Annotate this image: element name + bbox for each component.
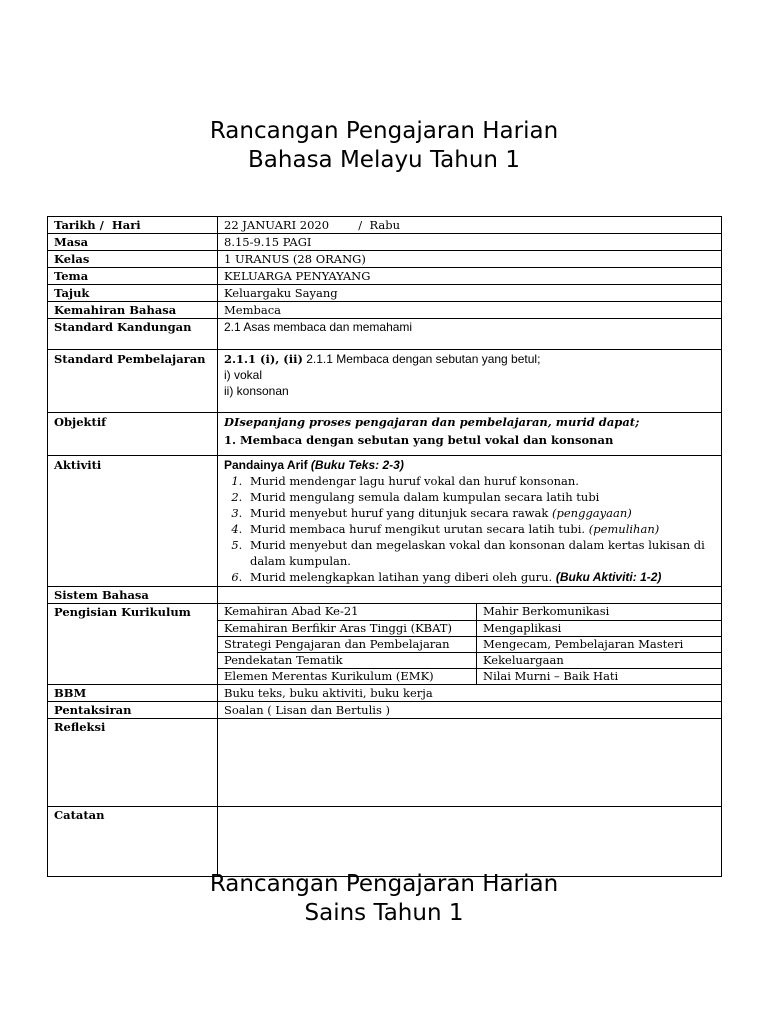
pengisian-table (218, 604, 721, 684)
label-objektif: Objektif (48, 413, 218, 456)
sp-line-vokal: i) vokal (224, 368, 263, 382)
aktiviti-text: Murid menyebut dan megelaskan vokal dan konsonan dalam kertas lukisan di dalam kumpulan. (250, 538, 705, 568)
objektif-intro: DIsepanjang proses pengajaran dan pembelajaran, murid dapat; (224, 415, 640, 429)
row-tarikh (48, 217, 722, 234)
value-kemahiran: Membaca (218, 302, 722, 319)
row-tajuk (48, 285, 722, 302)
title-line-2: Bahasa Melayu Tahun 1 (248, 147, 520, 173)
label-refleksi: Refleksi (48, 719, 218, 807)
label-kelas: Kelas (48, 251, 218, 268)
pengisian-value: Mengaplikasi (477, 620, 722, 636)
label-catatan: Catatan (48, 807, 218, 877)
value-tajuk: Keluargaku Sayang (218, 285, 722, 302)
value-tarikh: 22 JANUARI 2020 / Rabu (218, 217, 722, 234)
label-standard-pembelajaran: Standard Pembelajaran (48, 350, 218, 413)
pengisian-value: Mengecam, Pembelajaran Masteri (477, 636, 722, 652)
pengisian-value: Nilai Murni – Baik Hati (477, 668, 722, 684)
row-sistem-bahasa (48, 587, 722, 604)
row-pengisian-kurikulum (48, 604, 722, 685)
title-line-1: Rancangan Pengajaran Harian (209, 118, 559, 144)
row-bbm (48, 685, 722, 702)
aktiviti-item (246, 569, 715, 585)
pengisian-row (218, 652, 721, 668)
row-standard-kandungan (48, 319, 722, 350)
title2-line-2: Sains Tahun 1 (304, 900, 464, 926)
pengisian-row (218, 636, 721, 652)
aktiviti-item (246, 473, 715, 489)
aktiviti-text: Murid membaca huruf mengikut urutan secara latih tubi. (250, 522, 589, 536)
pengisian-key: Elemen Merentas Kurikulum (EMK) (218, 668, 477, 684)
sp-code: 2.1.1 (i), (ii) (224, 352, 303, 366)
pengisian-key: Strategi Pengajaran dan Pembelajaran (218, 636, 477, 652)
aktiviti-item (246, 505, 715, 521)
row-standard-pembelajaran (48, 350, 722, 413)
aktiviti-list (224, 473, 715, 585)
sp-line-konsonan: ii) konsonan (224, 384, 289, 398)
label-pentaksiran: Pentaksiran (48, 702, 218, 719)
row-kelas (48, 251, 722, 268)
page-title-2 (0, 870, 768, 928)
row-objektif (48, 413, 722, 456)
pengisian-value: Mahir Berkomunikasi (477, 604, 722, 620)
aktiviti-note: (Buku Aktiviti: 1-2) (555, 570, 662, 584)
value-kelas: 1 URANUS (28 ORANG) (218, 251, 722, 268)
aktiviti-note: (penggayaan) (552, 506, 632, 520)
aktiviti-text: Murid melengkapkan latihan yang diberi oleh guru. (250, 570, 556, 584)
aktiviti-heading: Pandainya Arif (224, 458, 311, 472)
aktiviti-text: Murid mendengar lagu huruf vokal dan huruf konsonan. (250, 474, 579, 488)
aktiviti-item (246, 537, 715, 569)
aktiviti-item (246, 489, 715, 505)
value-sistem-bahasa (218, 587, 722, 604)
page-title (0, 117, 768, 175)
lesson-plan-table (47, 216, 722, 877)
value-aktiviti (218, 456, 722, 587)
row-aktiviti (48, 456, 722, 587)
label-tema: Tema (48, 268, 218, 285)
pengisian-key: Kemahiran Abad Ke-21 (218, 604, 477, 620)
value-bbm: Buku teks, buku aktiviti, buku kerja (218, 685, 722, 702)
row-pentaksiran (48, 702, 722, 719)
title2-line-1: Rancangan Pengajaran Harian (209, 871, 559, 897)
row-catatan (48, 807, 722, 877)
value-catatan (218, 807, 722, 877)
aktiviti-text: Murid mengulang semula dalam kumpulan secara latih tubi (250, 490, 600, 504)
value-refleksi (218, 719, 722, 807)
pengisian-row (218, 604, 721, 620)
row-tema (48, 268, 722, 285)
label-kemahiran: Kemahiran Bahasa (48, 302, 218, 319)
label-masa: Masa (48, 234, 218, 251)
sp-text: 2.1.1 Membaca dengan sebutan yang betul; (302, 352, 541, 366)
aktiviti-item (246, 521, 715, 537)
pengisian-row (218, 620, 721, 636)
row-masa (48, 234, 722, 251)
pengisian-row (218, 668, 721, 684)
pengisian-key: Kemahiran Berfikir Aras Tinggi (KBAT) (218, 620, 477, 636)
objektif-item: 1. Membaca dengan sebutan yang betul vokal dan konsonan (224, 433, 614, 447)
pengisian-key: Pendekatan Tematik (218, 652, 477, 668)
aktiviti-text: Murid menyebut huruf yang ditunjuk secara rawak (250, 506, 553, 520)
pengisian-value: Kekeluargaan (477, 652, 722, 668)
row-kemahiran (48, 302, 722, 319)
label-bbm: BBM (48, 685, 218, 702)
value-masa: 8.15-9.15 PAGI (218, 234, 722, 251)
label-standard-kandungan: Standard Kandungan (48, 319, 218, 350)
aktiviti-note: (pemulihan) (588, 522, 660, 536)
value-pentaksiran: Soalan ( Lisan dan Bertulis ) (218, 702, 722, 719)
value-standard-pembelajaran (218, 350, 722, 413)
label-aktiviti: Aktiviti (48, 456, 218, 587)
label-tarikh: Tarikh / Hari (48, 217, 218, 234)
aktiviti-heading-ref: (Buku Teks: 2-3) (310, 458, 404, 472)
label-pengisian-kurikulum: Pengisian Kurikulum (48, 604, 218, 685)
row-refleksi (48, 719, 722, 807)
value-pengisian-kurikulum (218, 604, 722, 685)
label-tajuk: Tajuk (48, 285, 218, 302)
value-tema: KELUARGA PENYAYANG (218, 268, 722, 285)
label-sistem-bahasa: Sistem Bahasa (48, 587, 218, 604)
value-objektif (218, 413, 722, 456)
value-standard-kandungan: 2.1 Asas membaca dan memahami (218, 319, 722, 350)
